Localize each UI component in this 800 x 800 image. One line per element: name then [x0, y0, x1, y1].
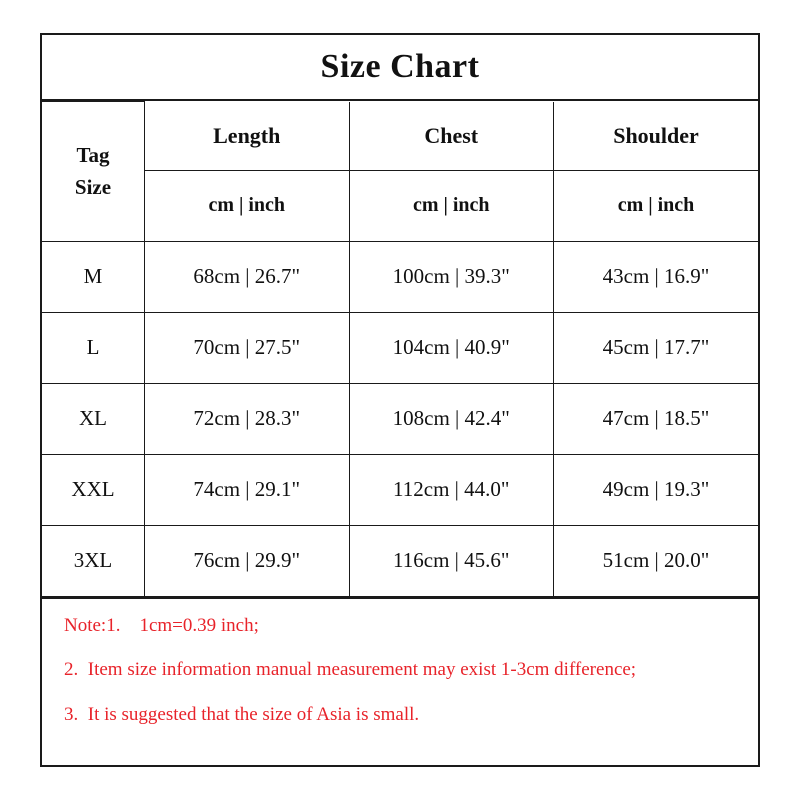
- table-row: [42, 454, 758, 525]
- cell-shoulder: 47cm | 18.5": [554, 383, 759, 454]
- cell-shoulder: 43cm | 16.9": [554, 241, 759, 312]
- table-row: [42, 383, 758, 454]
- size-chart-frame: [40, 33, 760, 767]
- cell-chest: 100cm | 39.3": [349, 241, 554, 312]
- table-header-main-row: [42, 102, 758, 171]
- header-chest: Chest: [349, 102, 554, 171]
- table-row: [42, 312, 758, 383]
- page-title: Size Chart: [320, 48, 480, 85]
- cell-chest: 112cm | 44.0": [349, 454, 554, 525]
- cell-chest: 108cm | 42.4": [349, 383, 554, 454]
- header-length: Length: [145, 102, 350, 171]
- header-tag-size: [42, 102, 145, 242]
- cell-length: 76cm | 29.9": [145, 525, 350, 596]
- header-unit-shoulder: cm | inch: [554, 170, 759, 241]
- cell-size: 3XL: [42, 525, 145, 596]
- note-line-3: 3. It is suggested that the size of Asia is small.: [64, 704, 420, 726]
- cell-shoulder: 51cm | 20.0": [554, 525, 759, 596]
- cell-length: 74cm | 29.1": [145, 454, 350, 525]
- header-shoulder: Shoulder: [554, 102, 759, 171]
- size-table: [42, 101, 758, 597]
- chart-title-row: [42, 35, 758, 101]
- cell-length: 72cm | 28.3": [145, 383, 350, 454]
- cell-size: M: [42, 241, 145, 312]
- cell-length: 68cm | 26.7": [145, 241, 350, 312]
- header-tag-line1: Tag: [76, 142, 110, 167]
- cell-size: L: [42, 312, 145, 383]
- cell-chest: 116cm | 45.6": [349, 525, 554, 596]
- table-header-unit-row: [42, 170, 758, 241]
- table-row: [42, 241, 758, 312]
- cell-size: XXL: [42, 454, 145, 525]
- cell-size: XL: [42, 383, 145, 454]
- cell-length: 70cm | 27.5": [145, 312, 350, 383]
- table-row: [42, 525, 758, 596]
- cell-shoulder: 45cm | 17.7": [554, 312, 759, 383]
- header-unit-length: cm | inch: [145, 170, 350, 241]
- header-unit-chest: cm | inch: [349, 170, 554, 241]
- header-tag-line2: Size: [74, 175, 112, 200]
- cell-shoulder: 49cm | 19.3": [554, 454, 759, 525]
- notes-section: [42, 597, 758, 737]
- note-line-2: 2. Item size information manual measurement may exist 1-3cm difference;: [64, 659, 637, 681]
- note-line-1: Note:1. 1cm=0.39 inch;: [64, 614, 259, 636]
- cell-chest: 104cm | 40.9": [349, 312, 554, 383]
